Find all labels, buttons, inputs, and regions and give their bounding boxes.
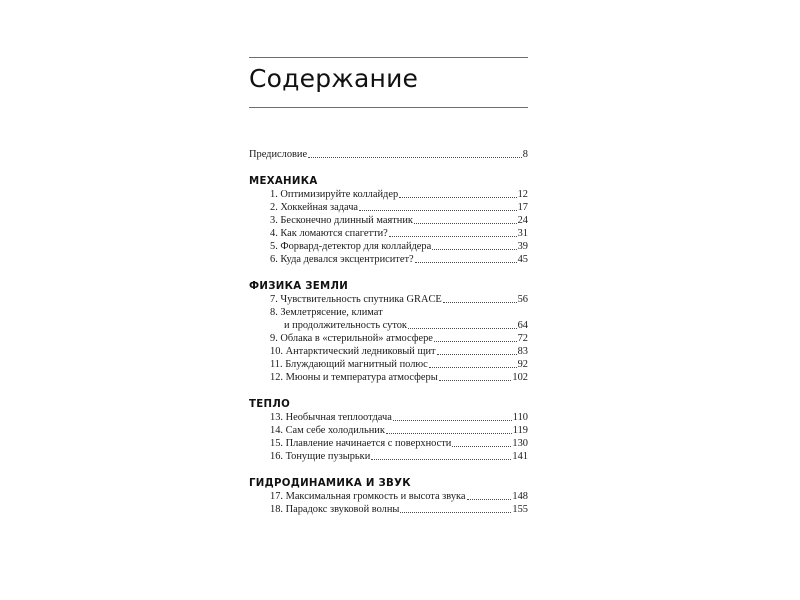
toc-page-number: 12	[517, 189, 528, 200]
top-rule	[249, 57, 528, 58]
toc-entry	[249, 503, 528, 516]
dot-leader	[308, 149, 522, 158]
toc-page-number: 148	[512, 491, 528, 502]
toc-entry	[249, 371, 528, 384]
toc-entry	[249, 306, 528, 319]
toc-page-number: 39	[517, 241, 528, 252]
toc-page-number: 155	[512, 504, 528, 515]
dot-leader	[452, 438, 511, 447]
toc-entry	[249, 424, 528, 437]
toc-page-number: 17	[517, 202, 528, 213]
toc-section-heading: ТЕПЛО	[249, 399, 291, 410]
toc-entry	[249, 358, 528, 371]
section-gap	[249, 161, 528, 175]
toc-entry-label: 18. Парадокс звуковой волны	[270, 504, 400, 515]
toc-entry-label: Предисловие	[249, 149, 308, 160]
dot-leader	[399, 189, 516, 198]
toc-entry-label: 14. Сам себе холодильник	[270, 425, 385, 436]
dot-leader	[414, 215, 517, 224]
toc-entry	[249, 214, 528, 227]
toc-entry-continuation	[249, 319, 528, 332]
toc-entry	[249, 450, 528, 463]
toc-entry-label: 4. Как ломаются спагетти?	[270, 228, 388, 239]
toc-entry-label: 6. Куда девался эксцентриситет?	[270, 254, 414, 265]
toc-entry-label: 17. Максимальная громкость и высота звука	[270, 491, 466, 502]
section-gap	[249, 266, 528, 280]
toc-page-number: 119	[512, 425, 528, 436]
toc-entry	[249, 240, 528, 253]
toc-page-number: 130	[512, 438, 528, 449]
bottom-rule	[249, 107, 528, 108]
toc-section-heading: ГИДРОДИНАМИКА И ЗВУК	[249, 478, 411, 489]
toc-entry	[249, 253, 528, 266]
toc-entry-label: 8. Землетрясение, климат	[270, 307, 383, 318]
table-of-contents	[249, 148, 528, 516]
section-gap	[249, 463, 528, 477]
toc-page-number: 56	[517, 294, 528, 305]
toc-entry	[249, 227, 528, 240]
toc-entry	[249, 293, 528, 306]
toc-page-number: 110	[512, 412, 528, 423]
toc-page-number: 31	[517, 228, 528, 239]
toc-entry-label: 7. Чувствительность спутника GRACE	[270, 294, 442, 305]
toc-entry-label: 11. Блуждающий магнитный полюс	[270, 359, 428, 370]
toc-page-number: 92	[517, 359, 528, 370]
page-title: Содержание	[249, 64, 419, 93]
toc-entry	[249, 345, 528, 358]
dot-leader	[408, 320, 517, 329]
toc-entry-label: 10. Антарктический ледниковый щит	[270, 346, 436, 357]
toc-section-heading: ФИЗИКА ЗЕМЛИ	[249, 281, 349, 292]
dot-leader	[359, 202, 517, 211]
toc-entry	[249, 332, 528, 345]
toc-entry-label: 5. Форвард-детектор для коллайдера	[270, 241, 432, 252]
toc-page-number: 8	[522, 149, 528, 160]
dot-leader	[443, 294, 517, 303]
toc-entry-label: 13. Необычная теплоотдача	[270, 412, 392, 423]
toc-sections	[249, 161, 528, 516]
dot-leader	[415, 254, 517, 263]
toc-page-number: 64	[517, 320, 528, 331]
toc-entry-label: 9. Облака в «стерильной» атмосфере	[270, 333, 433, 344]
dot-leader	[429, 359, 517, 368]
toc-entry-label: 3. Бесконечно длинный маятник	[270, 215, 413, 226]
toc-entry-label-continuation: и продолжительность суток	[284, 320, 407, 331]
dot-leader	[437, 346, 517, 355]
toc-page-number: 83	[517, 346, 528, 357]
toc-entry-label: 15. Плавление начинается с поверхности	[270, 438, 452, 449]
toc-entry	[249, 490, 528, 503]
dot-leader	[371, 451, 511, 460]
dot-leader	[434, 333, 517, 342]
section-gap	[249, 384, 528, 398]
dot-leader	[439, 372, 512, 381]
dot-leader	[432, 241, 516, 250]
toc-page-number: 45	[517, 254, 528, 265]
toc-entry-label: 12. Мюоны и температура атмосферы	[270, 372, 438, 383]
dot-leader	[400, 504, 511, 513]
toc-page-number: 72	[517, 333, 528, 344]
dot-leader	[393, 412, 512, 421]
toc-entry	[249, 201, 528, 214]
dot-leader	[389, 228, 517, 237]
toc-entry-label: 1. Оптимизируйте коллайдер	[270, 189, 399, 200]
toc-page-number: 24	[517, 215, 528, 226]
toc-section-heading: МЕХАНИКА	[249, 176, 318, 187]
toc-entry	[249, 411, 528, 424]
toc-entry-label: 2. Хоккейная задача	[270, 202, 359, 213]
dot-leader	[386, 425, 512, 434]
toc-page-number: 102	[512, 372, 528, 383]
toc-entry-label: 16. Тонущие пузырьки	[270, 451, 371, 462]
toc-entry	[249, 437, 528, 450]
toc-page-number: 141	[512, 451, 528, 462]
toc-entry	[249, 188, 528, 201]
dot-leader	[467, 491, 512, 500]
toc-entry-preface	[249, 148, 528, 161]
